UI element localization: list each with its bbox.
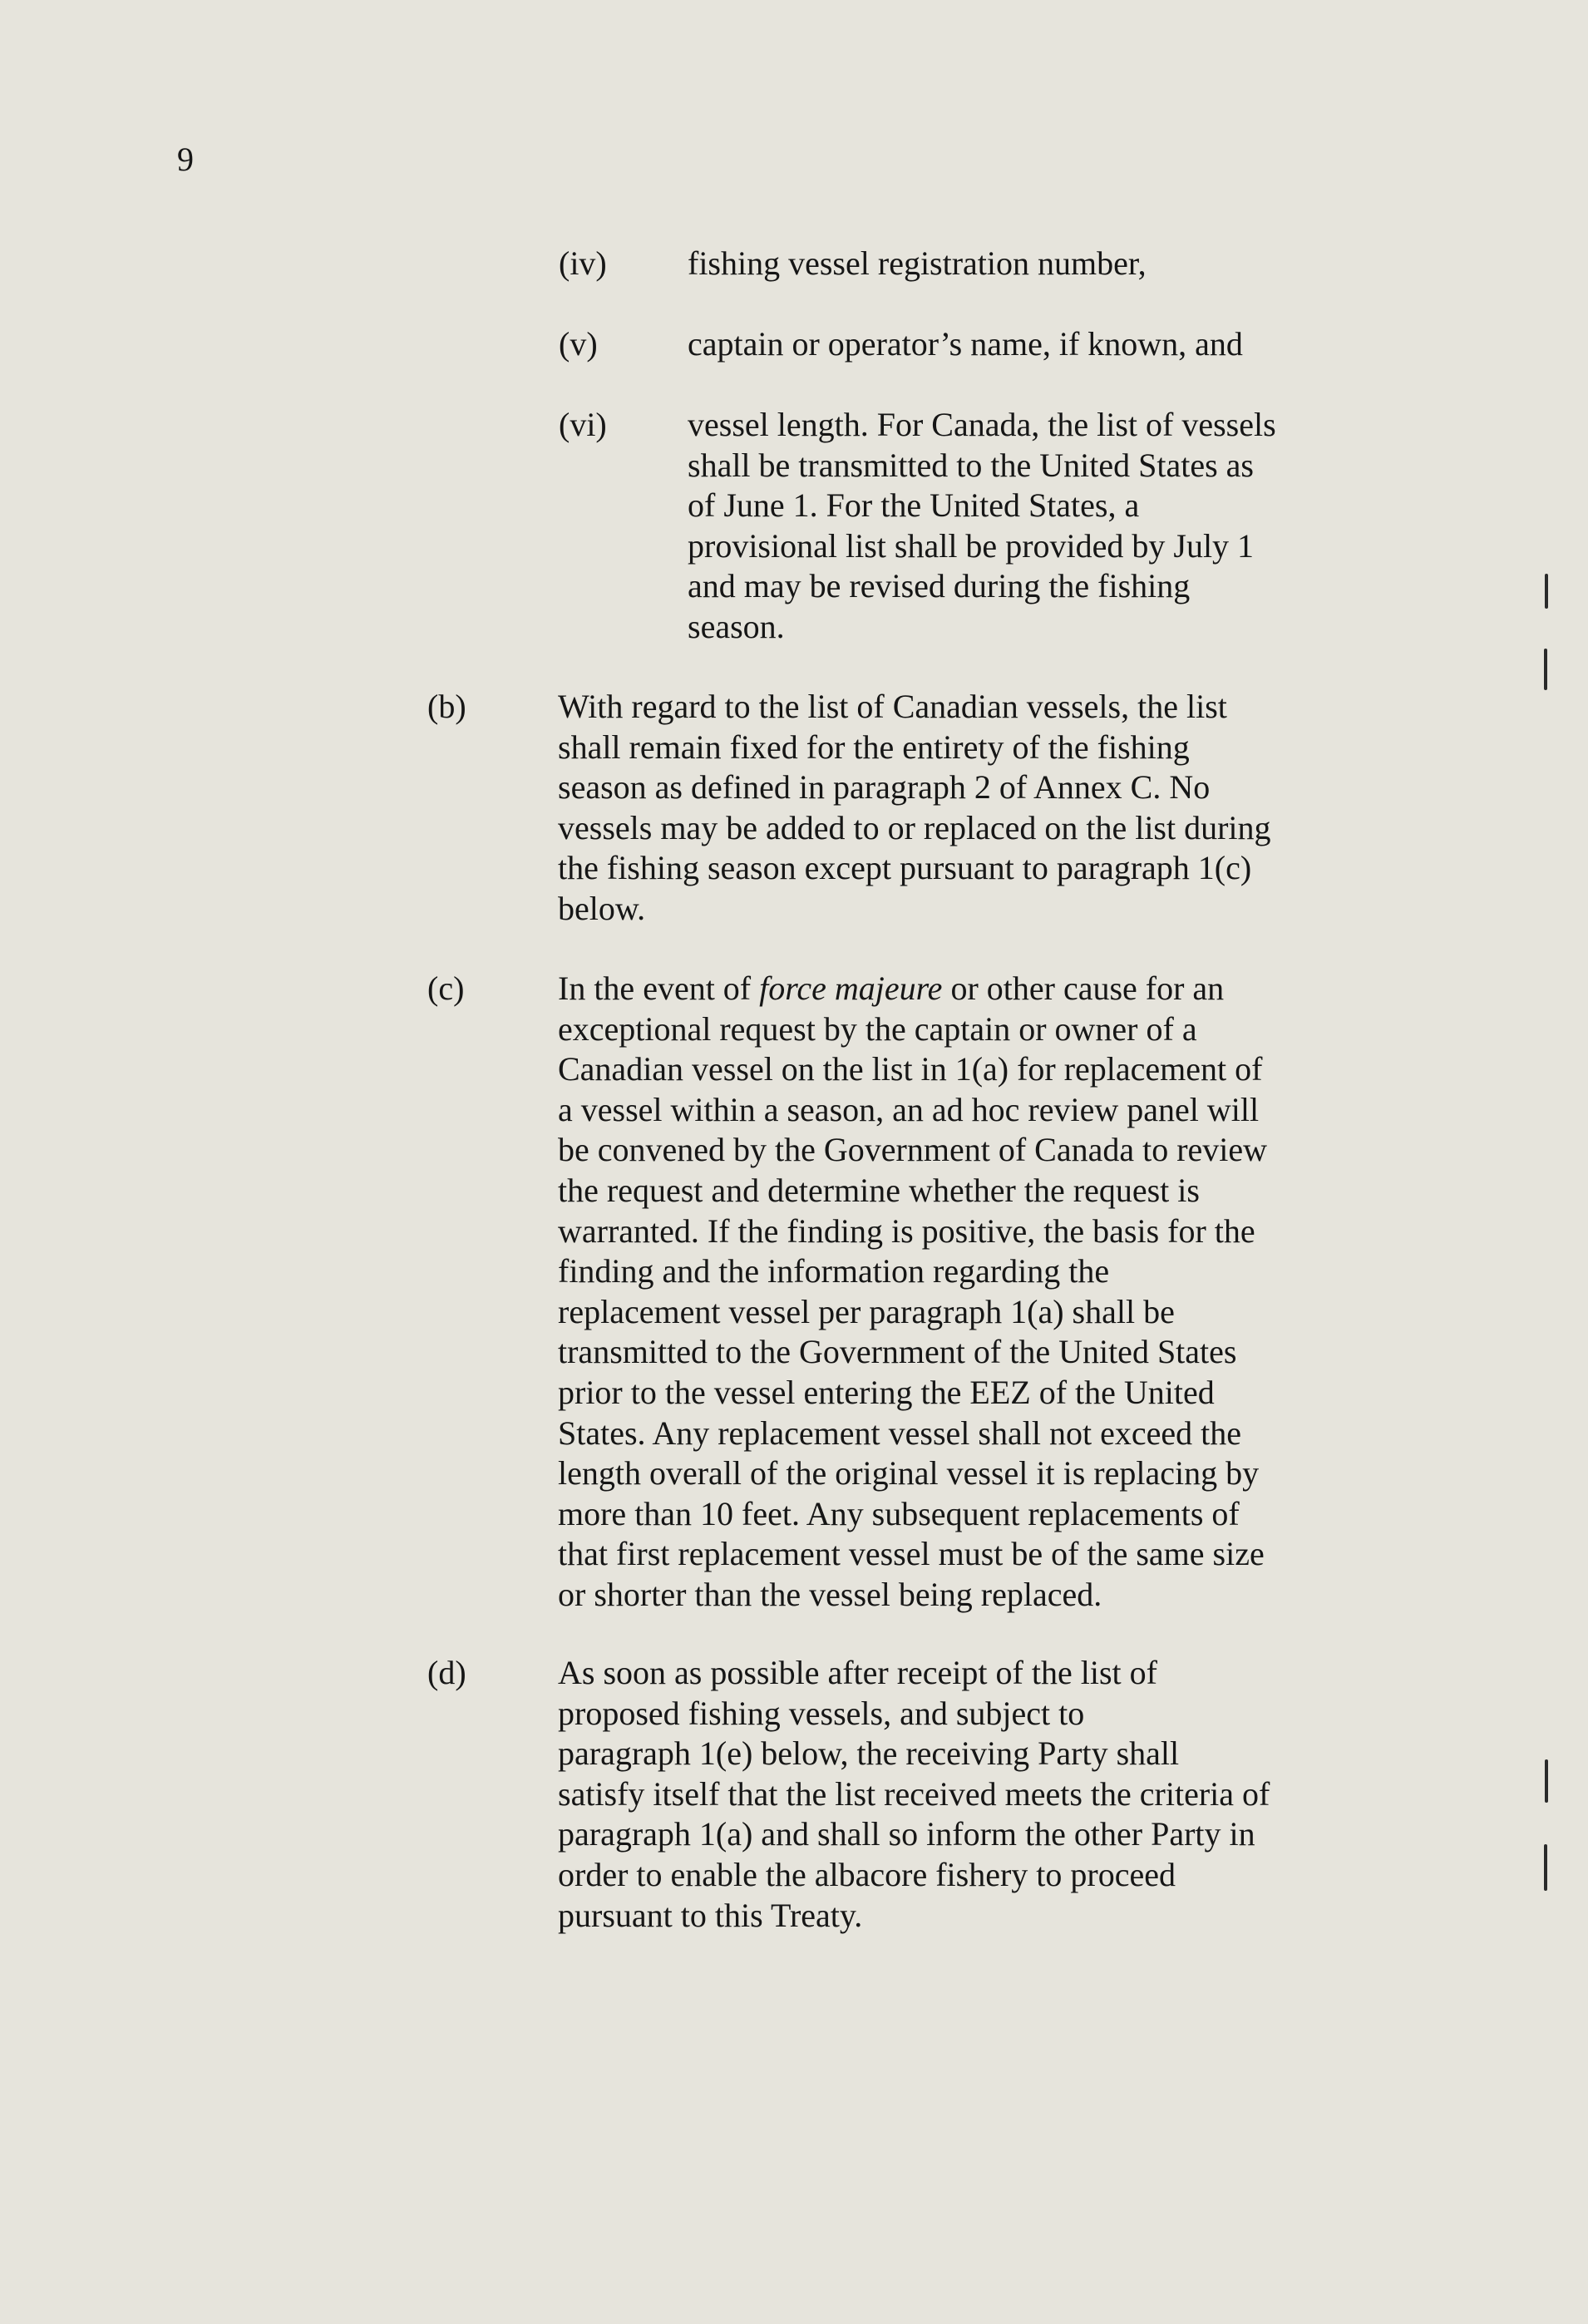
- subitem-vi-label: (vi): [559, 406, 607, 443]
- subitem-iv-text: fishing vessel registration number,: [688, 244, 1147, 282]
- scan-mark: [1544, 649, 1547, 690]
- page-number: 9: [177, 141, 194, 178]
- scan-mark: [1545, 574, 1548, 609]
- item-b-text: With regard to the list of Canadian vessels, the list shall remain fixed for the entirety of the fishing season as defined in paragraph 2 of Annex C. No vessels may be added to or replaced on the list during the fishing season except pursuant to paragraph 1(c) below.: [558, 688, 1271, 927]
- scan-mark: [1545, 1759, 1548, 1803]
- subitem-iv-label: (iv): [559, 244, 607, 282]
- item-d-label: (d): [427, 1654, 466, 1691]
- item-c-text-italic: force majeure: [759, 970, 943, 1007]
- item-c-text-before: In the event of: [558, 970, 760, 1007]
- item-c-text: [558, 969, 1356, 1616]
- subitem-v-text: captain or operator’s name, if known, and: [688, 325, 1243, 363]
- item-d-text: As soon as possible after receipt of the list of proposed fishing vessels, and subject to paragraph 1(e) below, the receiving Party shall satisfy itself that the list received meets the criteria of paragraph 1(a) and shall so inform the other Party in order to enable the albacore fishery to proceed pursuant to this Treaty.: [558, 1654, 1270, 1934]
- subitem-vi-text: vessel length. For Canada, the list of vessels shall be transmitted to the United States as of June 1. For the United States, a provisional list shall be provided by July 1 and may be revised during the fishing season.: [688, 406, 1276, 645]
- item-c-label: (c): [427, 970, 465, 1007]
- item-b-label: (b): [427, 688, 466, 725]
- scan-mark: [1544, 1844, 1547, 1891]
- item-c-text-after: or other cause for an exceptional request by the captain or owner of a Canadian vessel on the list in 1(a) for replacement of a vessel within a season, an ad hoc review panel will be convened by the Government of Canada to review the request and determine whether the request is warranted. If the finding is positive, the basis for the finding and the information regarding the replacement vessel per paragraph 1(a) shall be transmitted to the Government of the United States prior to the vessel entering the EEZ of the United States. Any replacement vessel shall not exceed the length overall of the original vessel it is replacing by more than 10 feet. Any subsequent replacements of that first replacement vessel must be of the same size or shorter than the vessel being replaced.: [558, 970, 1268, 1613]
- subitem-v-label: (v): [559, 325, 598, 363]
